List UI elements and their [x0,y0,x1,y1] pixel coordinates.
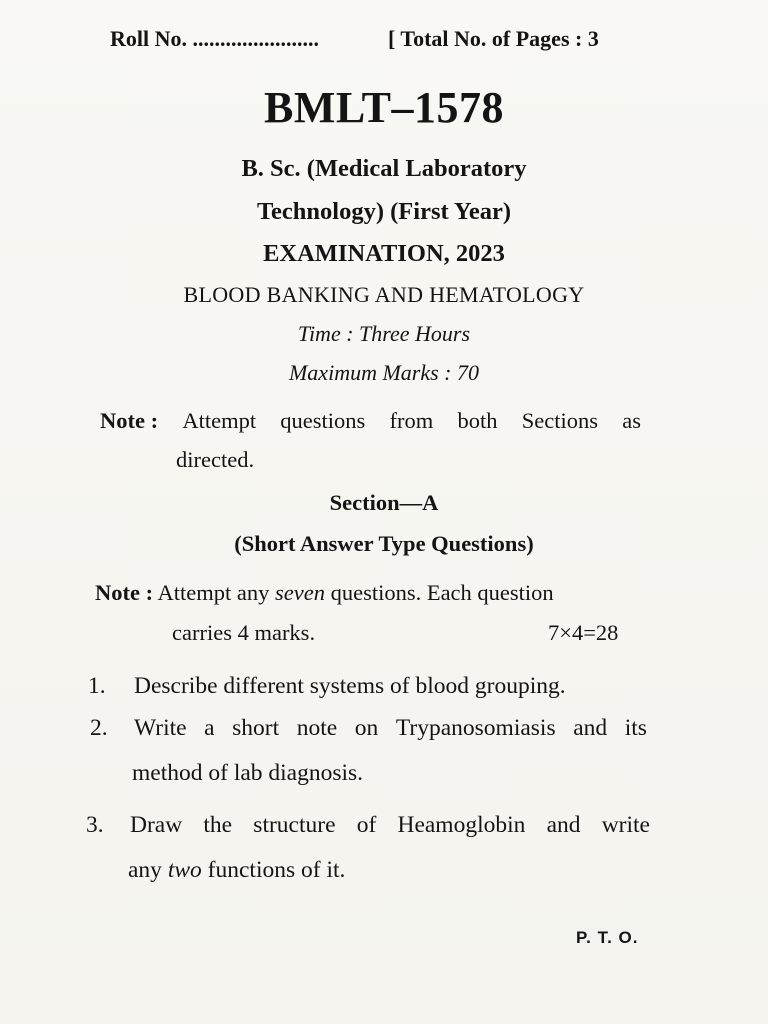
paper-title: BLOOD BANKING AND HEMATOLOGY [183,282,585,307]
question-word: write [601,812,650,838]
section-title: Section—A [329,490,439,515]
note-word: Attempt [182,408,257,433]
exam-year: EXAMINATION, 2023 [263,240,505,267]
note-word: from [389,408,434,433]
course-line-2: Technology) (First Year) [256,198,512,225]
section-note-line-2: carries 4 marks. [172,620,316,645]
note-emphasis: seven [274,580,325,605]
question-text: functions of it. [201,857,346,883]
question-word: on [354,715,379,741]
roll-number-field: Roll No. ....................... [110,26,319,51]
question-word: and [573,715,608,741]
exam-time: Time : Three Hours [297,321,471,346]
general-note-line-2: directed. [176,447,255,472]
question-word: its [624,715,647,741]
question-text: any [128,857,168,883]
question-word: of [356,812,377,838]
question-word: short [232,715,280,741]
note-word: as [622,408,641,433]
section-subtitle: (Short Answer Type Questions) [234,531,534,556]
note-word: Sections [521,408,598,433]
note-text: questions. Each question [324,580,554,605]
section-note-line-1 [95,580,554,606]
paper-code: BMLT–1578 [263,83,505,132]
question-word: Write [134,715,187,741]
question-word: Trypanosomiasis [395,715,556,741]
note-label: Note : [95,580,154,605]
question-word: the [203,812,233,838]
question-word: and [546,812,581,838]
note-label: Note : [100,408,159,433]
note-word: questions [280,408,366,433]
general-note-line-1 [100,408,641,434]
please-turn-over: P. T. O. [576,928,639,947]
question-text-line-2 [128,857,345,884]
question-emphasis: two [167,857,202,883]
question-word: Heamoglobin [397,812,526,838]
question-number: 2. [90,715,108,741]
question-number: 1. [88,673,106,699]
note-word: both [457,408,498,433]
question-word: note [296,715,338,741]
maximum-marks: Maximum Marks : 70 [288,360,480,385]
question-number: 3. [86,812,104,838]
question-text-line-1 [130,812,650,839]
total-pages-label: [ Total No. of Pages : 3 [388,26,599,51]
section-marks-formula: 7×4=28 [548,620,619,645]
question-text-line-2: method of lab diagnosis. [132,760,364,786]
question-text-line-1 [134,715,647,742]
question-word: a [204,715,215,741]
question-word: Draw [130,812,183,838]
question-text: Describe different systems of blood grouping. [134,673,566,699]
course-line-1: B. Sc. (Medical Laboratory [241,155,527,182]
question-word: structure [253,812,336,838]
note-text: Attempt any [153,580,275,605]
